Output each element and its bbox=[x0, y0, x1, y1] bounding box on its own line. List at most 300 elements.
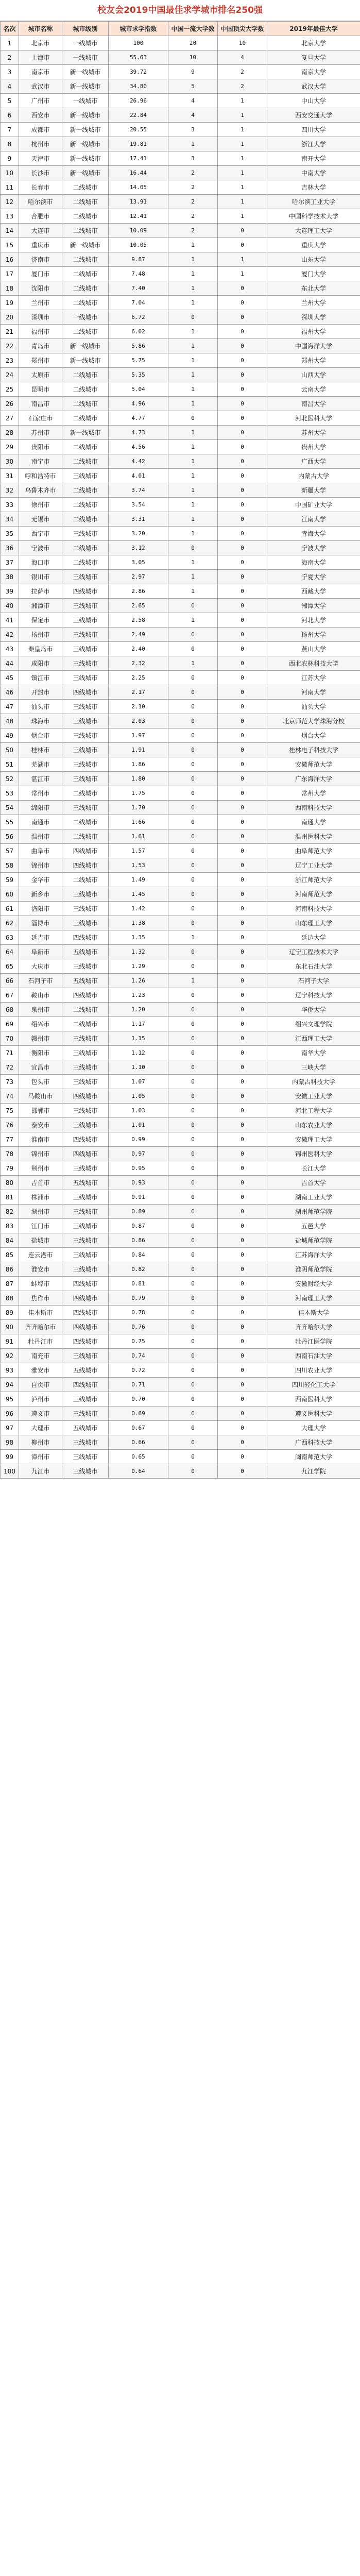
cell-top: 0 bbox=[218, 642, 267, 656]
cell-first-class: 0 bbox=[168, 1031, 218, 1046]
cell-rank: 44 bbox=[1, 656, 19, 671]
cell-city: 石河子市 bbox=[19, 974, 62, 988]
cell-top: 0 bbox=[218, 959, 267, 974]
cell-top: 0 bbox=[218, 1205, 267, 1219]
cell-tier: 五线城市 bbox=[62, 1176, 109, 1190]
cell-top: 0 bbox=[218, 945, 267, 959]
cell-tier: 三线城市 bbox=[62, 613, 109, 628]
cell-top: 0 bbox=[218, 483, 267, 498]
cell-top: 1 bbox=[218, 195, 267, 209]
cell-tier: 四线城市 bbox=[62, 930, 109, 945]
cell-first-class: 0 bbox=[168, 1176, 218, 1190]
table-row bbox=[1, 555, 360, 570]
cell-rank: 64 bbox=[1, 945, 19, 959]
cell-first-class: 0 bbox=[168, 1349, 218, 1363]
cell-index: 1.05 bbox=[109, 1089, 168, 1104]
cell-city: 兰州市 bbox=[19, 296, 62, 310]
cell-rank: 4 bbox=[1, 79, 19, 94]
cell-rank: 23 bbox=[1, 353, 19, 368]
cell-best-university: 西藏大学 bbox=[267, 584, 360, 599]
cell-city: 西宁市 bbox=[19, 527, 62, 541]
cell-rank: 87 bbox=[1, 1277, 19, 1291]
cell-first-class: 0 bbox=[168, 1003, 218, 1017]
cell-index: 0.78 bbox=[109, 1306, 168, 1320]
cell-tier: 二线城市 bbox=[62, 252, 109, 267]
table-row bbox=[1, 1277, 360, 1291]
cell-first-class: 1 bbox=[168, 296, 218, 310]
cell-best-university: 河南科技大学 bbox=[267, 902, 360, 916]
cell-best-university: 内蒙古科技大学 bbox=[267, 1075, 360, 1089]
cell-best-university: 曲阜师范大学 bbox=[267, 844, 360, 858]
cell-rank: 61 bbox=[1, 902, 19, 916]
cell-tier: 三线城市 bbox=[62, 1219, 109, 1233]
table-row bbox=[1, 945, 360, 959]
cell-first-class: 0 bbox=[168, 858, 218, 873]
cell-tier: 三线城市 bbox=[62, 728, 109, 743]
cell-rank: 100 bbox=[1, 1464, 19, 1479]
cell-first-class: 0 bbox=[168, 1248, 218, 1262]
cell-first-class: 0 bbox=[168, 541, 218, 555]
cell-first-class: 0 bbox=[168, 1075, 218, 1089]
cell-index: 16.44 bbox=[109, 166, 168, 180]
cell-best-university: 广东海洋大学 bbox=[267, 772, 360, 786]
cell-tier: 二线城市 bbox=[62, 873, 109, 887]
cell-city: 绵阳市 bbox=[19, 801, 62, 815]
cell-best-university: 淮阴师范学院 bbox=[267, 1262, 360, 1277]
table-row bbox=[1, 1406, 360, 1421]
cell-index: 0.75 bbox=[109, 1334, 168, 1349]
cell-best-university: 闽南师范大学 bbox=[267, 1450, 360, 1464]
table-row bbox=[1, 1205, 360, 1219]
cell-first-class: 0 bbox=[168, 671, 218, 685]
cell-first-class: 9 bbox=[168, 65, 218, 79]
cell-best-university: 石河子大学 bbox=[267, 974, 360, 988]
cell-index: 12.41 bbox=[109, 209, 168, 224]
table-row bbox=[1, 397, 360, 411]
cell-index: 13.91 bbox=[109, 195, 168, 209]
table-row bbox=[1, 36, 360, 50]
cell-top: 0 bbox=[218, 1118, 267, 1132]
cell-best-university: 山东大学 bbox=[267, 252, 360, 267]
cell-best-university: 安徽工业大学 bbox=[267, 1089, 360, 1104]
cell-rank: 99 bbox=[1, 1450, 19, 1464]
cell-tier: 三线城市 bbox=[62, 628, 109, 642]
table-row bbox=[1, 238, 360, 252]
cell-tier: 三线城市 bbox=[62, 1046, 109, 1060]
cell-best-university: 西南科技大学 bbox=[267, 801, 360, 815]
cell-top: 0 bbox=[218, 570, 267, 584]
cell-best-university: 南京大学 bbox=[267, 65, 360, 79]
cell-tier: 四线城市 bbox=[62, 1277, 109, 1291]
table-row bbox=[1, 281, 360, 296]
cell-rank: 10 bbox=[1, 166, 19, 180]
cell-first-class: 0 bbox=[168, 1406, 218, 1421]
cell-city: 南通市 bbox=[19, 815, 62, 829]
table-row bbox=[1, 325, 360, 339]
cell-rank: 72 bbox=[1, 1060, 19, 1075]
cell-index: 1.12 bbox=[109, 1046, 168, 1060]
cell-best-university: 华侨大学 bbox=[267, 1003, 360, 1017]
cell-first-class: 0 bbox=[168, 700, 218, 714]
cell-best-university: 安徽理工大学 bbox=[267, 1132, 360, 1147]
table-row bbox=[1, 628, 360, 642]
cell-best-university: 安徽师范大学 bbox=[267, 757, 360, 772]
cell-top: 0 bbox=[218, 916, 267, 930]
cell-tier: 三线城市 bbox=[62, 743, 109, 757]
cell-city: 洛阳市 bbox=[19, 902, 62, 916]
cell-tier: 二线城市 bbox=[62, 296, 109, 310]
cell-city: 苏州市 bbox=[19, 426, 62, 440]
cell-rank: 58 bbox=[1, 858, 19, 873]
cell-rank: 5 bbox=[1, 94, 19, 108]
table-row bbox=[1, 1450, 360, 1464]
cell-rank: 83 bbox=[1, 1219, 19, 1233]
cell-index: 100 bbox=[109, 36, 168, 50]
table-row bbox=[1, 642, 360, 656]
table-row bbox=[1, 1363, 360, 1378]
cell-city: 珠海市 bbox=[19, 714, 62, 728]
cell-first-class: 0 bbox=[168, 916, 218, 930]
cell-city: 自贡市 bbox=[19, 1378, 62, 1392]
cell-index: 0.76 bbox=[109, 1320, 168, 1334]
cell-tier: 二线城市 bbox=[62, 382, 109, 397]
cell-city: 荆州市 bbox=[19, 1161, 62, 1176]
cell-top: 0 bbox=[218, 656, 267, 671]
cell-city: 银川市 bbox=[19, 570, 62, 584]
cell-tier: 三线城市 bbox=[62, 527, 109, 541]
cell-best-university: 江苏海洋大学 bbox=[267, 1248, 360, 1262]
cell-top: 0 bbox=[218, 310, 267, 325]
table-row bbox=[1, 902, 360, 916]
cell-city: 雅安市 bbox=[19, 1363, 62, 1378]
cell-top: 0 bbox=[218, 786, 267, 801]
cell-best-university: 河南理工大学 bbox=[267, 1291, 360, 1306]
cell-best-university: 山东理工大学 bbox=[267, 916, 360, 930]
cell-best-university: 福州大学 bbox=[267, 325, 360, 339]
cell-best-university: 绍兴文理学院 bbox=[267, 1017, 360, 1031]
table-row bbox=[1, 801, 360, 815]
cell-best-university: 江西理工大学 bbox=[267, 1031, 360, 1046]
cell-city: 金华市 bbox=[19, 873, 62, 887]
cell-top: 0 bbox=[218, 469, 267, 483]
cell-top: 1 bbox=[218, 151, 267, 166]
table-row bbox=[1, 1435, 360, 1450]
table-row bbox=[1, 858, 360, 873]
cell-index: 1.26 bbox=[109, 974, 168, 988]
cell-rank: 33 bbox=[1, 498, 19, 512]
cell-rank: 84 bbox=[1, 1233, 19, 1248]
cell-index: 0.91 bbox=[109, 1190, 168, 1205]
cell-best-university: 桂林电子科技大学 bbox=[267, 743, 360, 757]
cell-tier: 三线城市 bbox=[62, 1349, 109, 1363]
cell-tier: 一线城市 bbox=[62, 50, 109, 65]
cell-rank: 16 bbox=[1, 252, 19, 267]
cell-first-class: 20 bbox=[168, 36, 218, 50]
cell-tier: 三线城市 bbox=[62, 1464, 109, 1479]
table-row bbox=[1, 959, 360, 974]
cell-first-class: 0 bbox=[168, 1046, 218, 1060]
table-row bbox=[1, 94, 360, 108]
cell-tier: 新一线城市 bbox=[62, 123, 109, 137]
cell-city: 重庆市 bbox=[19, 238, 62, 252]
cell-rank: 52 bbox=[1, 772, 19, 786]
cell-tier: 四线城市 bbox=[62, 1378, 109, 1392]
cell-first-class: 1 bbox=[168, 469, 218, 483]
cell-index: 1.42 bbox=[109, 902, 168, 916]
cell-rank: 95 bbox=[1, 1392, 19, 1406]
cell-index: 4.42 bbox=[109, 454, 168, 469]
cell-best-university: 河北工程大学 bbox=[267, 1104, 360, 1118]
cell-index: 1.49 bbox=[109, 873, 168, 887]
table-row bbox=[1, 974, 360, 988]
cell-tier: 二线城市 bbox=[62, 281, 109, 296]
cell-top: 0 bbox=[218, 1363, 267, 1378]
cell-top: 0 bbox=[218, 1190, 267, 1205]
cell-tier: 三线城市 bbox=[62, 1406, 109, 1421]
cell-index: 1.70 bbox=[109, 801, 168, 815]
cell-top: 0 bbox=[218, 1334, 267, 1349]
cell-rank: 38 bbox=[1, 570, 19, 584]
cell-index: 0.71 bbox=[109, 1378, 168, 1392]
cell-first-class: 0 bbox=[168, 1017, 218, 1031]
cell-index: 1.07 bbox=[109, 1075, 168, 1089]
cell-best-university: 浙江大学 bbox=[267, 137, 360, 151]
cell-best-university: 兰州大学 bbox=[267, 296, 360, 310]
cell-city: 南宁市 bbox=[19, 454, 62, 469]
cell-rank: 15 bbox=[1, 238, 19, 252]
cell-first-class: 0 bbox=[168, 1363, 218, 1378]
cell-first-class: 2 bbox=[168, 224, 218, 238]
cell-index: 1.23 bbox=[109, 988, 168, 1003]
cell-index: 1.57 bbox=[109, 844, 168, 858]
cell-rank: 98 bbox=[1, 1435, 19, 1450]
cell-city: 北京市 bbox=[19, 36, 62, 50]
cell-tier: 五线城市 bbox=[62, 1421, 109, 1435]
cell-city: 武汉市 bbox=[19, 79, 62, 94]
cell-city: 阜新市 bbox=[19, 945, 62, 959]
cell-rank: 76 bbox=[1, 1118, 19, 1132]
cell-first-class: 4 bbox=[168, 94, 218, 108]
cell-first-class: 1 bbox=[168, 252, 218, 267]
cell-city: 柳州市 bbox=[19, 1435, 62, 1450]
table-row bbox=[1, 180, 360, 195]
cell-tier: 新一线城市 bbox=[62, 151, 109, 166]
table-row bbox=[1, 252, 360, 267]
cell-city: 呼和浩特市 bbox=[19, 469, 62, 483]
cell-top: 0 bbox=[218, 1060, 267, 1075]
cell-index: 5.04 bbox=[109, 382, 168, 397]
cell-top: 0 bbox=[218, 613, 267, 628]
cell-city: 牡丹江市 bbox=[19, 1334, 62, 1349]
cell-index: 1.32 bbox=[109, 945, 168, 959]
table-row bbox=[1, 166, 360, 180]
cell-rank: 81 bbox=[1, 1190, 19, 1205]
cell-index: 0.95 bbox=[109, 1161, 168, 1176]
cell-index: 1.75 bbox=[109, 786, 168, 801]
cell-top: 0 bbox=[218, 1464, 267, 1479]
cell-index: 0.89 bbox=[109, 1205, 168, 1219]
cell-tier: 三线城市 bbox=[62, 599, 109, 613]
cell-best-university: 南华大学 bbox=[267, 1046, 360, 1060]
table-row bbox=[1, 1176, 360, 1190]
table-row bbox=[1, 1291, 360, 1306]
cell-first-class: 1 bbox=[168, 267, 218, 281]
cell-index: 2.17 bbox=[109, 685, 168, 700]
cell-tier: 三线城市 bbox=[62, 772, 109, 786]
cell-top: 0 bbox=[218, 368, 267, 382]
cell-top: 0 bbox=[218, 1320, 267, 1334]
cell-rank: 30 bbox=[1, 454, 19, 469]
cell-rank: 62 bbox=[1, 916, 19, 930]
cell-city: 衡阳市 bbox=[19, 1046, 62, 1060]
cell-tier: 五线城市 bbox=[62, 1363, 109, 1378]
cell-index: 0.69 bbox=[109, 1406, 168, 1421]
cell-city: 邯郸市 bbox=[19, 1104, 62, 1118]
cell-index: 55.63 bbox=[109, 50, 168, 65]
cell-first-class: 1 bbox=[168, 368, 218, 382]
cell-best-university: 南昌大学 bbox=[267, 397, 360, 411]
cell-city: 鞍山市 bbox=[19, 988, 62, 1003]
cell-top: 0 bbox=[218, 1161, 267, 1176]
cell-city: 株洲市 bbox=[19, 1190, 62, 1205]
cell-index: 1.03 bbox=[109, 1104, 168, 1118]
table-row bbox=[1, 1147, 360, 1161]
table-row bbox=[1, 1060, 360, 1075]
cell-index: 3.31 bbox=[109, 512, 168, 527]
cell-index: 7.48 bbox=[109, 267, 168, 281]
cell-index: 1.38 bbox=[109, 916, 168, 930]
cell-index: 7.40 bbox=[109, 281, 168, 296]
cell-top: 0 bbox=[218, 671, 267, 685]
table-row bbox=[1, 743, 360, 757]
cell-rank: 3 bbox=[1, 65, 19, 79]
cell-city: 大理市 bbox=[19, 1421, 62, 1435]
cell-index: 0.93 bbox=[109, 1176, 168, 1190]
cell-rank: 24 bbox=[1, 368, 19, 382]
cell-first-class: 0 bbox=[168, 1190, 218, 1205]
cell-rank: 93 bbox=[1, 1363, 19, 1378]
cell-city: 遵义市 bbox=[19, 1406, 62, 1421]
cell-top: 0 bbox=[218, 902, 267, 916]
cell-index: 2.03 bbox=[109, 714, 168, 728]
cell-best-university: 江南大学 bbox=[267, 512, 360, 527]
cell-tier: 四线城市 bbox=[62, 685, 109, 700]
cell-tier: 二线城市 bbox=[62, 1017, 109, 1031]
cell-best-university: 海南大学 bbox=[267, 555, 360, 570]
cell-city: 南充市 bbox=[19, 1349, 62, 1363]
cell-city: 焦作市 bbox=[19, 1291, 62, 1306]
cell-rank: 7 bbox=[1, 123, 19, 137]
cell-index: 2.97 bbox=[109, 570, 168, 584]
cell-best-university: 中国矿业大学 bbox=[267, 498, 360, 512]
cell-index: 17.41 bbox=[109, 151, 168, 166]
cell-top: 2 bbox=[218, 79, 267, 94]
cell-rank: 80 bbox=[1, 1176, 19, 1190]
cell-tier: 二线城市 bbox=[62, 786, 109, 801]
cell-tier: 四线城市 bbox=[62, 584, 109, 599]
cell-first-class: 0 bbox=[168, 599, 218, 613]
cell-best-university: 东北石油大学 bbox=[267, 959, 360, 974]
cell-city: 延吉市 bbox=[19, 930, 62, 945]
cell-rank: 27 bbox=[1, 411, 19, 426]
cell-top: 0 bbox=[218, 1392, 267, 1406]
cell-first-class: 1 bbox=[168, 527, 218, 541]
table-row bbox=[1, 267, 360, 281]
header-tier: 城市级别 bbox=[62, 22, 109, 36]
cell-index: 0.65 bbox=[109, 1450, 168, 1464]
page-title: 校友会2019中国最佳求学城市排名250强 bbox=[0, 0, 360, 21]
table-row bbox=[1, 829, 360, 844]
cell-rank: 17 bbox=[1, 267, 19, 281]
cell-first-class: 1 bbox=[168, 570, 218, 584]
table-row bbox=[1, 512, 360, 527]
cell-city: 青岛市 bbox=[19, 339, 62, 353]
cell-index: 1.10 bbox=[109, 1060, 168, 1075]
cell-city: 广州市 bbox=[19, 94, 62, 108]
cell-tier: 二线城市 bbox=[62, 454, 109, 469]
cell-index: 0.86 bbox=[109, 1233, 168, 1248]
cell-city: 沈阳市 bbox=[19, 281, 62, 296]
cell-index: 7.04 bbox=[109, 296, 168, 310]
cell-rank: 96 bbox=[1, 1406, 19, 1421]
table-row bbox=[1, 613, 360, 628]
cell-city: 保定市 bbox=[19, 613, 62, 628]
table-row bbox=[1, 599, 360, 613]
cell-city: 上海市 bbox=[19, 50, 62, 65]
cell-best-university: 山西大学 bbox=[267, 368, 360, 382]
cell-index: 1.29 bbox=[109, 959, 168, 974]
cell-city: 杭州市 bbox=[19, 137, 62, 151]
cell-first-class: 0 bbox=[168, 801, 218, 815]
table-row bbox=[1, 772, 360, 786]
cell-best-university: 齐齐哈尔大学 bbox=[267, 1320, 360, 1334]
cell-first-class: 0 bbox=[168, 1262, 218, 1277]
cell-tier: 二线城市 bbox=[62, 1003, 109, 1017]
cell-best-university: 宁波大学 bbox=[267, 541, 360, 555]
cell-city: 合肥市 bbox=[19, 209, 62, 224]
cell-city: 无锡市 bbox=[19, 512, 62, 527]
cell-best-university: 四川农业大学 bbox=[267, 1363, 360, 1378]
cell-index: 0.97 bbox=[109, 1147, 168, 1161]
cell-top: 0 bbox=[218, 1046, 267, 1060]
cell-top: 0 bbox=[218, 685, 267, 700]
cell-tier: 二线城市 bbox=[62, 267, 109, 281]
cell-rank: 43 bbox=[1, 642, 19, 656]
cell-best-university: 中南大学 bbox=[267, 166, 360, 180]
cell-rank: 25 bbox=[1, 382, 19, 397]
cell-city: 汕头市 bbox=[19, 700, 62, 714]
table-row bbox=[1, 1132, 360, 1147]
cell-first-class: 1 bbox=[168, 483, 218, 498]
cell-top: 0 bbox=[218, 1089, 267, 1104]
cell-first-class: 0 bbox=[168, 1089, 218, 1104]
cell-rank: 36 bbox=[1, 541, 19, 555]
cell-first-class: 1 bbox=[168, 339, 218, 353]
cell-first-class: 0 bbox=[168, 902, 218, 916]
cell-tier: 二线城市 bbox=[62, 440, 109, 454]
cell-index: 0.81 bbox=[109, 1277, 168, 1291]
cell-top: 1 bbox=[218, 94, 267, 108]
cell-rank: 9 bbox=[1, 151, 19, 166]
cell-index: 2.32 bbox=[109, 656, 168, 671]
cell-city: 南京市 bbox=[19, 65, 62, 79]
cell-tier: 三线城市 bbox=[62, 642, 109, 656]
cell-tier: 四线城市 bbox=[62, 844, 109, 858]
cell-top: 0 bbox=[218, 1233, 267, 1248]
cell-rank: 42 bbox=[1, 628, 19, 642]
cell-index: 9.87 bbox=[109, 252, 168, 267]
table-row bbox=[1, 79, 360, 94]
